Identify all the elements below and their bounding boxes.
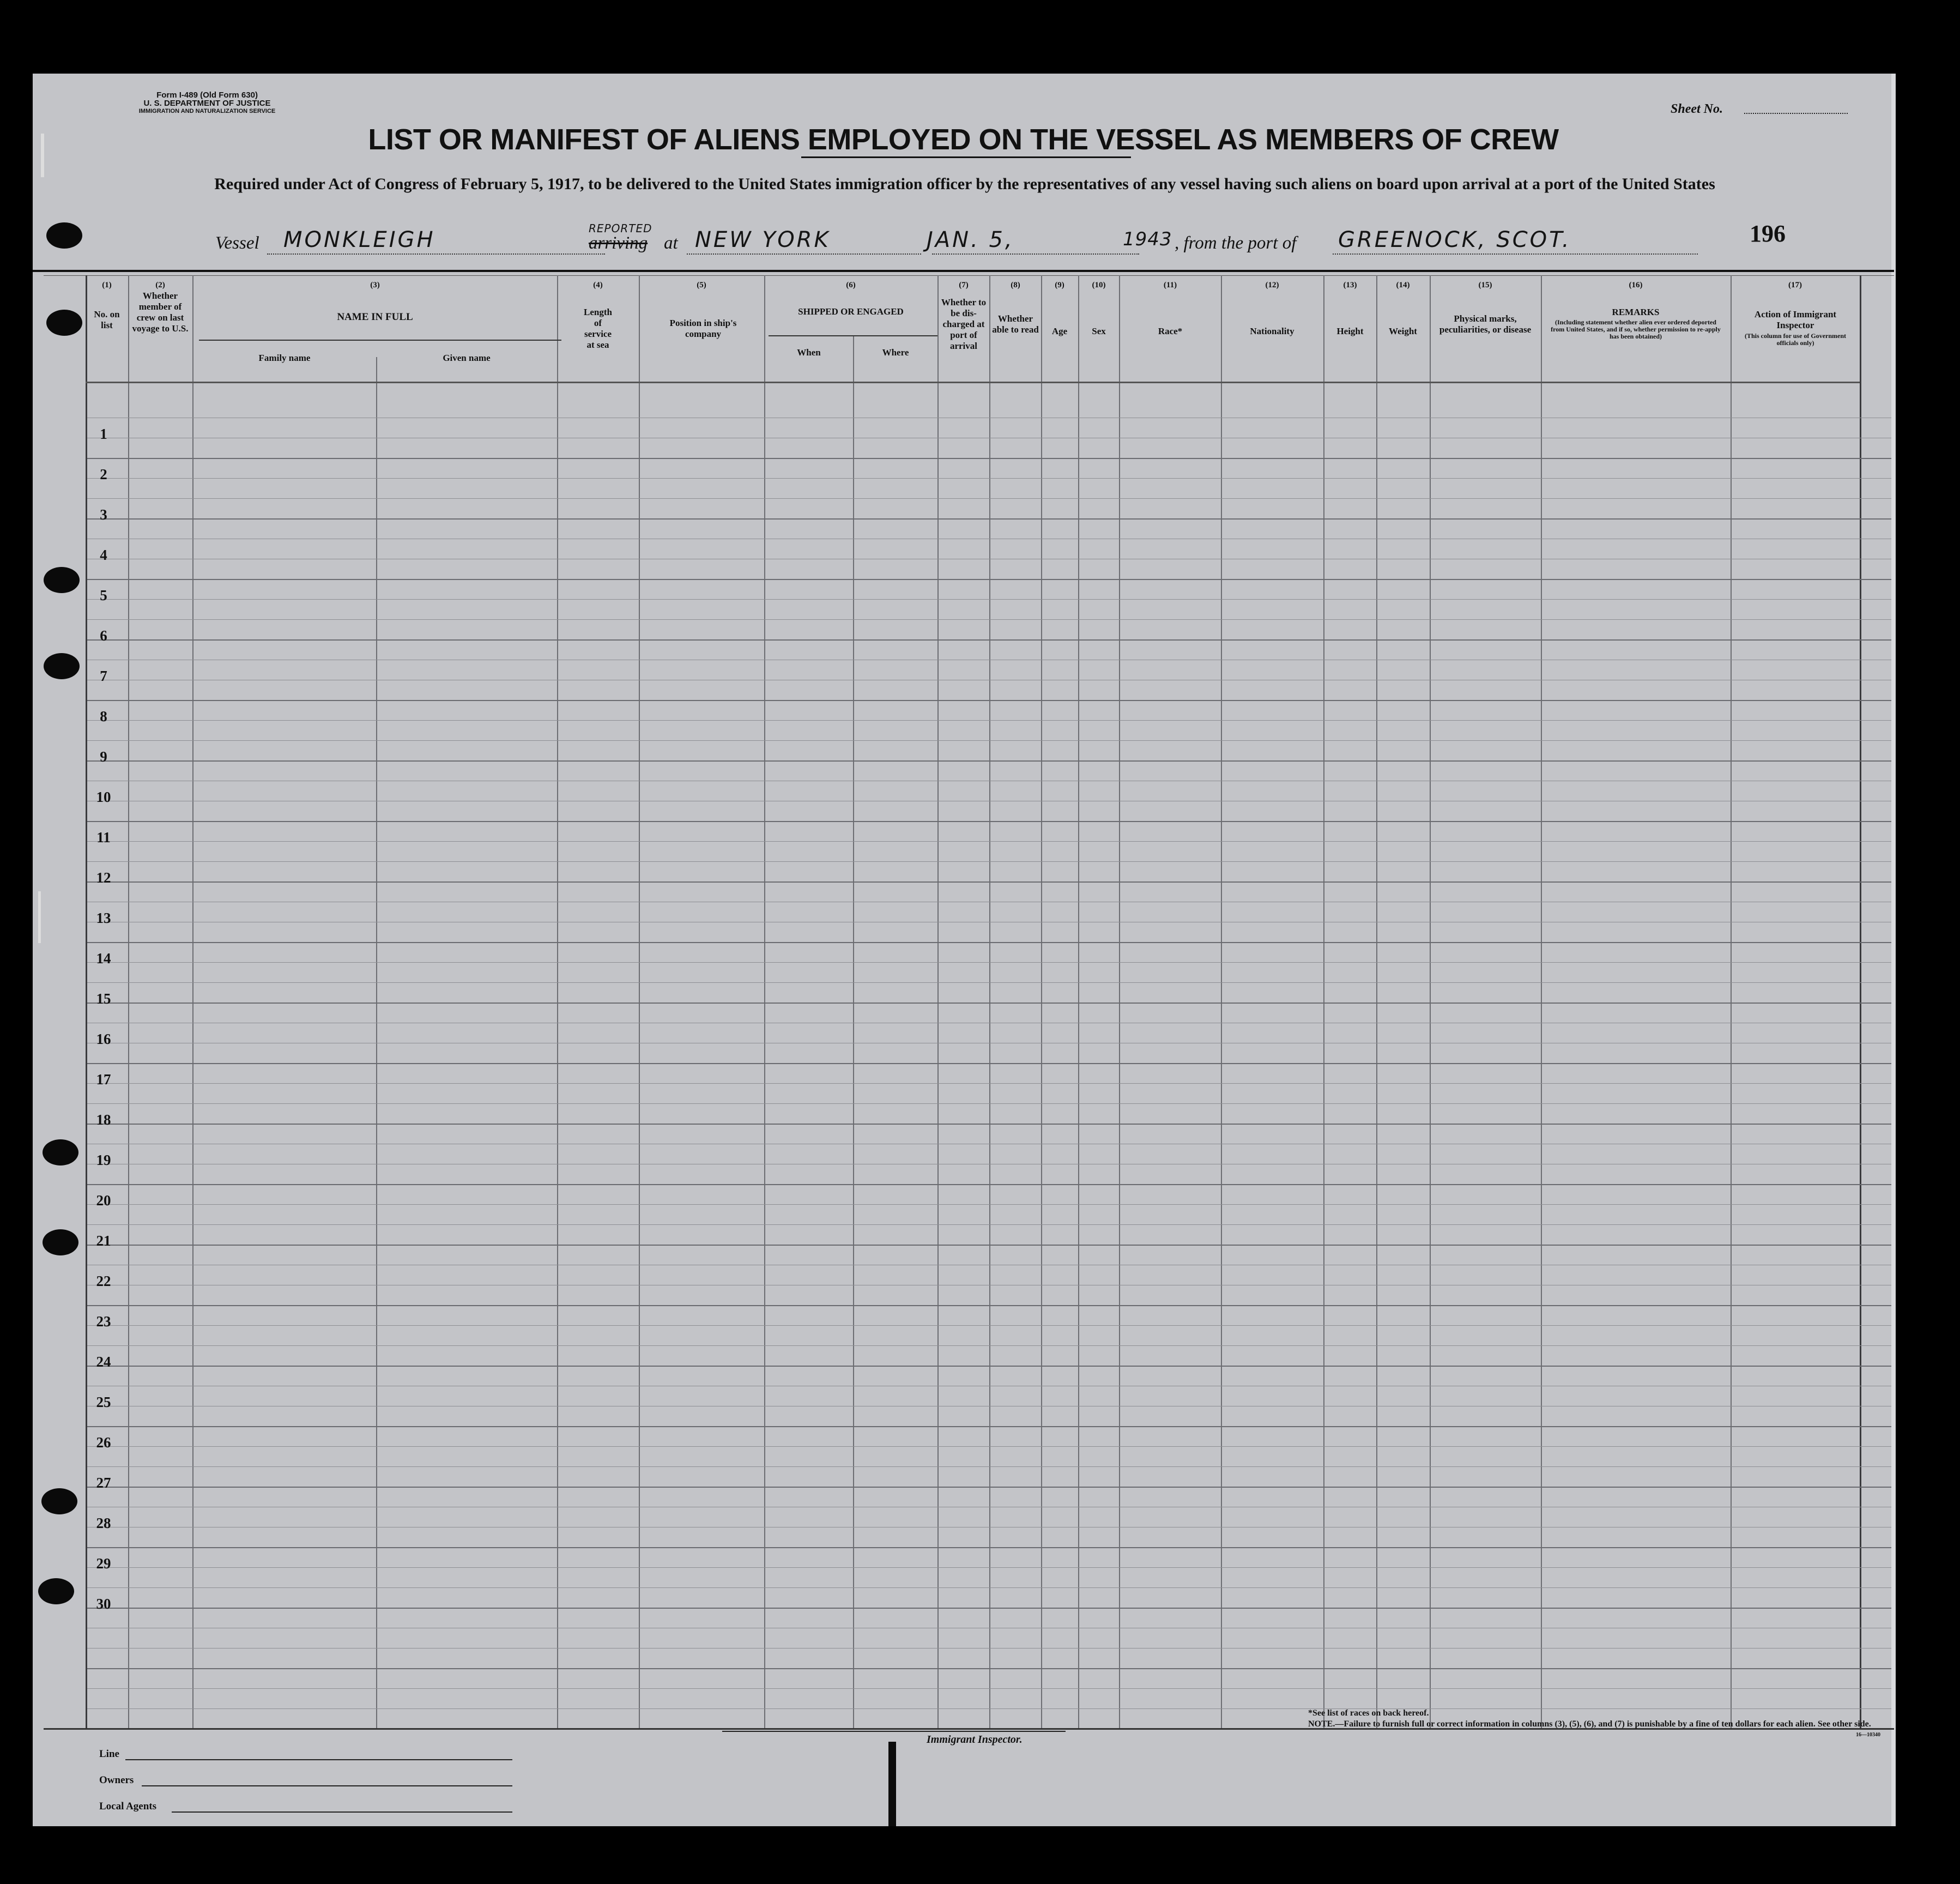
col-7-number: (7) <box>959 281 969 289</box>
row-number: 26 <box>96 1434 111 1451</box>
column-divider <box>764 275 765 1728</box>
column-divider <box>1041 275 1042 1728</box>
punch-hole <box>46 222 82 249</box>
col-4-label: Length of service at sea <box>584 307 612 350</box>
row-number: 6 <box>100 627 107 644</box>
port-field[interactable] <box>687 253 921 255</box>
row-number: 10 <box>96 789 111 805</box>
paper-tear <box>888 1742 896 1826</box>
punch-hole <box>43 1229 78 1255</box>
arrival-date: JAN. 5, <box>927 227 1014 252</box>
row-number: 3 <box>100 506 107 523</box>
title-underline <box>801 156 1131 158</box>
col-14-number: (14) <box>1396 281 1410 289</box>
column-divider <box>1221 275 1222 1728</box>
row-number: 27 <box>96 1475 111 1491</box>
port-name: NEW YORK <box>695 227 831 252</box>
col-8-label: Whether able to read <box>992 313 1039 335</box>
manifest-sheet <box>33 74 1894 1826</box>
col-5-label: Position in ship's company <box>669 318 737 339</box>
col-6-number: (6) <box>846 281 856 289</box>
col-9-number: (9) <box>1055 281 1064 289</box>
arrival-year: 1943 <box>1123 228 1172 250</box>
punch-hole <box>46 310 82 336</box>
punch-hole <box>43 1139 78 1166</box>
col-6-label: SHIPPED OR ENGAGED <box>798 306 904 317</box>
row-number: 28 <box>96 1515 111 1531</box>
row-number: 12 <box>96 869 111 886</box>
col-5-number: (5) <box>697 281 706 289</box>
inspector-label: Immigrant Inspector. <box>927 1734 1023 1746</box>
col-16-label: REMARKS <box>1612 307 1660 317</box>
table-top-rule <box>33 270 1894 272</box>
col-9-label: Age <box>1051 326 1068 336</box>
sheet-number: 196 <box>1750 220 1786 247</box>
owners-field[interactable] <box>142 1785 512 1786</box>
column-divider <box>1430 275 1431 1728</box>
col-6-where: Where <box>882 347 909 358</box>
form-identifier <box>93 91 322 116</box>
department: U. S. DEPARTMENT OF JUSTICE <box>143 99 271 108</box>
row-number: 21 <box>96 1233 111 1249</box>
local-agents-field[interactable] <box>172 1811 512 1813</box>
row-number: 29 <box>96 1555 111 1572</box>
header-bottom-rule <box>86 382 1860 383</box>
margin-mark <box>41 134 44 177</box>
form-number: Form I-489 (Old Form 630) <box>156 90 258 100</box>
col-14-label: Weight <box>1389 326 1417 336</box>
column-divider <box>1119 275 1120 1728</box>
row-number: 1 <box>100 426 107 442</box>
column-divider <box>639 275 640 1728</box>
column-divider <box>1541 275 1542 1728</box>
vessel-name: MONKLEIGH <box>283 227 435 252</box>
punch-hole <box>41 1488 77 1514</box>
col-3-number: (3) <box>370 281 380 289</box>
row-number: 20 <box>96 1192 111 1209</box>
punch-hole <box>44 567 80 593</box>
service-name: IMMIGRATION AND NATURALIZATION SERVICE <box>138 108 276 114</box>
line-field[interactable] <box>125 1759 512 1760</box>
col-15-number: (15) <box>1478 281 1492 289</box>
column-divider <box>557 275 558 1728</box>
row-number: 30 <box>96 1596 111 1612</box>
row-number: 15 <box>96 991 111 1007</box>
row-number: 18 <box>96 1112 111 1128</box>
row-number: 23 <box>96 1313 111 1330</box>
col-17-number: (17) <box>1788 281 1802 289</box>
shipped-header-rule <box>769 335 937 336</box>
row-number: 13 <box>96 910 111 926</box>
row-number: 9 <box>100 748 107 765</box>
col-16-note: (Including statement whether alien ever ordered deported from United States, and if so, whether permission to re-apply has been obtained) <box>1551 318 1721 340</box>
col-13-label: Height <box>1336 326 1364 336</box>
column-divider <box>1376 275 1377 1728</box>
col-17-note: (This column for use of Government officials only) <box>1744 332 1847 347</box>
from-label: , from the port of <box>1175 233 1297 253</box>
row-number: 14 <box>96 950 111 967</box>
col-12-label: Nationality <box>1250 326 1294 336</box>
col-11-label: Race* <box>1158 326 1183 336</box>
col-2-label: Whether member of crew on last voyage to U.S. <box>132 291 189 334</box>
line-label: Line <box>99 1748 119 1760</box>
col-8-number: (8) <box>1011 281 1020 289</box>
col-4-number: (4) <box>593 281 603 289</box>
page-title: LIST OR MANIFEST OF ALIENS EMPLOYED ON THE VESSEL AS MEMBERS OF CREW <box>368 123 1559 156</box>
col-13-number: (13) <box>1343 281 1357 289</box>
column-divider <box>1078 275 1079 1728</box>
column-divider <box>937 275 939 1728</box>
sheet-no-field[interactable] <box>1744 113 1848 114</box>
at-label: at <box>664 233 678 253</box>
arriving-word: arriving <box>589 233 648 253</box>
row-number: 11 <box>96 829 111 846</box>
vessel-label: Vessel <box>215 233 259 253</box>
col-11-number: (11) <box>1163 281 1177 289</box>
col-1-number: (1) <box>102 281 112 289</box>
form-code: 16—10340 <box>1856 1732 1880 1738</box>
col-2-number: (2) <box>155 281 165 289</box>
row-number: 2 <box>100 466 107 482</box>
row-number: 7 <box>100 668 107 684</box>
column-divider <box>1323 275 1324 1728</box>
column-divider <box>128 275 129 1728</box>
col-7-label: Whether to be dis- charged at port of arrival <box>941 297 987 351</box>
column-divider <box>853 335 854 1728</box>
col-15-label: Physical marks, peculiarities, or disease <box>1439 313 1532 335</box>
row-number: 25 <box>96 1394 111 1410</box>
row-number: 5 <box>100 587 107 603</box>
table-top-rule-thin <box>44 275 1894 276</box>
col-10-label: Sex <box>1092 326 1106 336</box>
col-3-label: NAME IN FULL <box>337 311 413 323</box>
col-12-number: (12) <box>1265 281 1279 289</box>
race-note: *See list of races on back hereof. <box>1308 1708 1429 1718</box>
from-port: GREENOCK, SCOT. <box>1338 227 1571 252</box>
page-subtitle: Required under Act of Congress of February 5, 1917, to be delivered to the United States immigration officer by the representatives of any vessel having such aliens on board upon arrival at a port of the United States <box>214 175 1715 193</box>
col-6-when: When <box>797 347 821 358</box>
inspector-signature-line[interactable] <box>722 1731 1066 1732</box>
row-number: 24 <box>96 1354 111 1370</box>
punch-hole <box>44 653 80 679</box>
penalty-note: NOTE.—Failure to furnish full or correct information in columns (3), (5), (6), and (7) is punishable by a fine of ten dollars for each alien. See other side. <box>1308 1719 1871 1729</box>
name-header-rule <box>199 340 561 341</box>
from-port-field[interactable] <box>1333 253 1698 255</box>
col-1-label: No. on list <box>94 309 120 330</box>
row-number: 16 <box>96 1031 111 1047</box>
col-17-label: Action of Immigrant Inspector <box>1754 309 1837 330</box>
row-number: 4 <box>100 547 107 563</box>
local-agents-label: Local Agents <box>99 1801 157 1812</box>
column-divider <box>989 275 990 1728</box>
sheet-edge <box>1891 74 1896 1826</box>
punch-hole <box>38 1578 74 1604</box>
col-3-family-name: Family name <box>258 353 311 363</box>
sheet-no-label: Sheet No. <box>1671 102 1723 116</box>
reported-word: REPORTED <box>589 222 652 235</box>
date-field[interactable] <box>932 253 1139 255</box>
column-divider <box>1731 275 1732 1728</box>
col-16-number: (16) <box>1629 281 1643 289</box>
col-10-number: (10) <box>1092 281 1106 289</box>
footnote-block <box>1308 1708 1880 1741</box>
owners-label: Owners <box>99 1774 134 1786</box>
row-number: 8 <box>100 708 107 724</box>
column-divider <box>192 275 193 1728</box>
col-3-given-name: Given name <box>443 353 491 363</box>
vessel-name-field[interactable] <box>267 253 605 255</box>
row-number: 19 <box>96 1152 111 1168</box>
column-divider <box>1860 275 1861 1728</box>
margin-mark <box>38 891 41 943</box>
row-number: 22 <box>96 1273 111 1289</box>
row-number: 17 <box>96 1071 111 1088</box>
